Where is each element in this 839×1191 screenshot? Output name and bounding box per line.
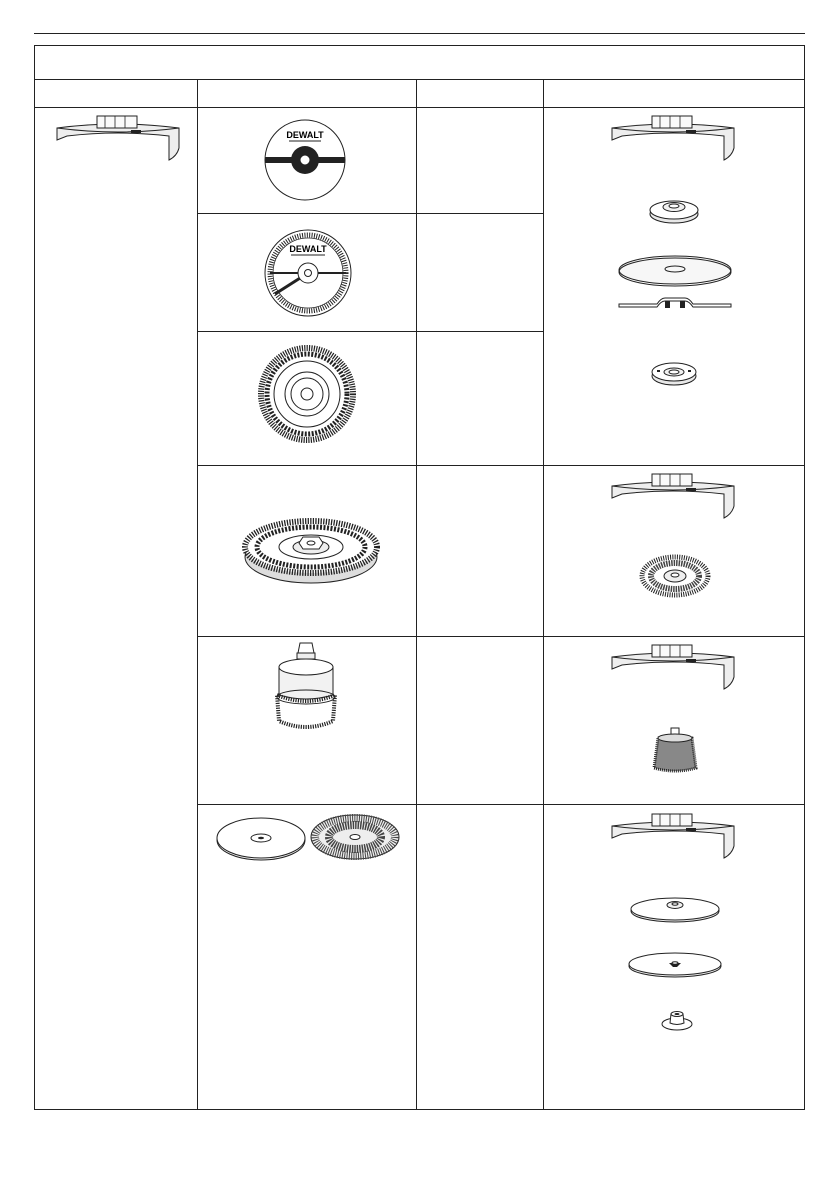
row-divider [197, 331, 543, 332]
wire-wheel-icon [259, 346, 355, 442]
row-divider [197, 213, 543, 214]
row-divider [197, 465, 804, 466]
wire-wheel-small-icon [639, 554, 711, 598]
cut-off-wheel-icon [263, 118, 347, 202]
type-1-guard-icon [608, 472, 738, 522]
column-divider [416, 80, 417, 1109]
wire-cup-brush-icon [273, 641, 339, 733]
row-divider [197, 636, 804, 637]
table-header-row [35, 80, 804, 108]
type-1-guard-icon [608, 812, 738, 862]
threaded-lock-nut-icon [649, 356, 699, 388]
column-divider [543, 80, 544, 1109]
brand-wordmark: DEWALT [289, 244, 327, 254]
diamond-wheel-icon [263, 228, 353, 318]
row-divider [197, 804, 804, 805]
accessory-guard-table [34, 45, 805, 1110]
column-divider [197, 80, 198, 1109]
type-1-guard-icon [53, 114, 183, 164]
wire-cup-brush-small-icon [650, 726, 700, 772]
sanding-disc-icon [309, 810, 401, 864]
sanding-disc-small-icon [627, 949, 723, 979]
backing-flange-icon [647, 194, 701, 226]
table-title-row [35, 46, 804, 80]
top-rule [34, 33, 805, 34]
brand-wordmark: DEWALT [286, 130, 324, 140]
backing-pad-small-icon [629, 894, 721, 924]
wire-wheel-hub-icon [241, 513, 381, 593]
type-1-guard-icon [608, 643, 738, 693]
clamp-nut-icon [660, 1006, 694, 1032]
plastic-spacer-disc-icon [617, 252, 733, 316]
type-1-guard-icon [608, 114, 738, 164]
backing-pad-icon [215, 814, 307, 864]
